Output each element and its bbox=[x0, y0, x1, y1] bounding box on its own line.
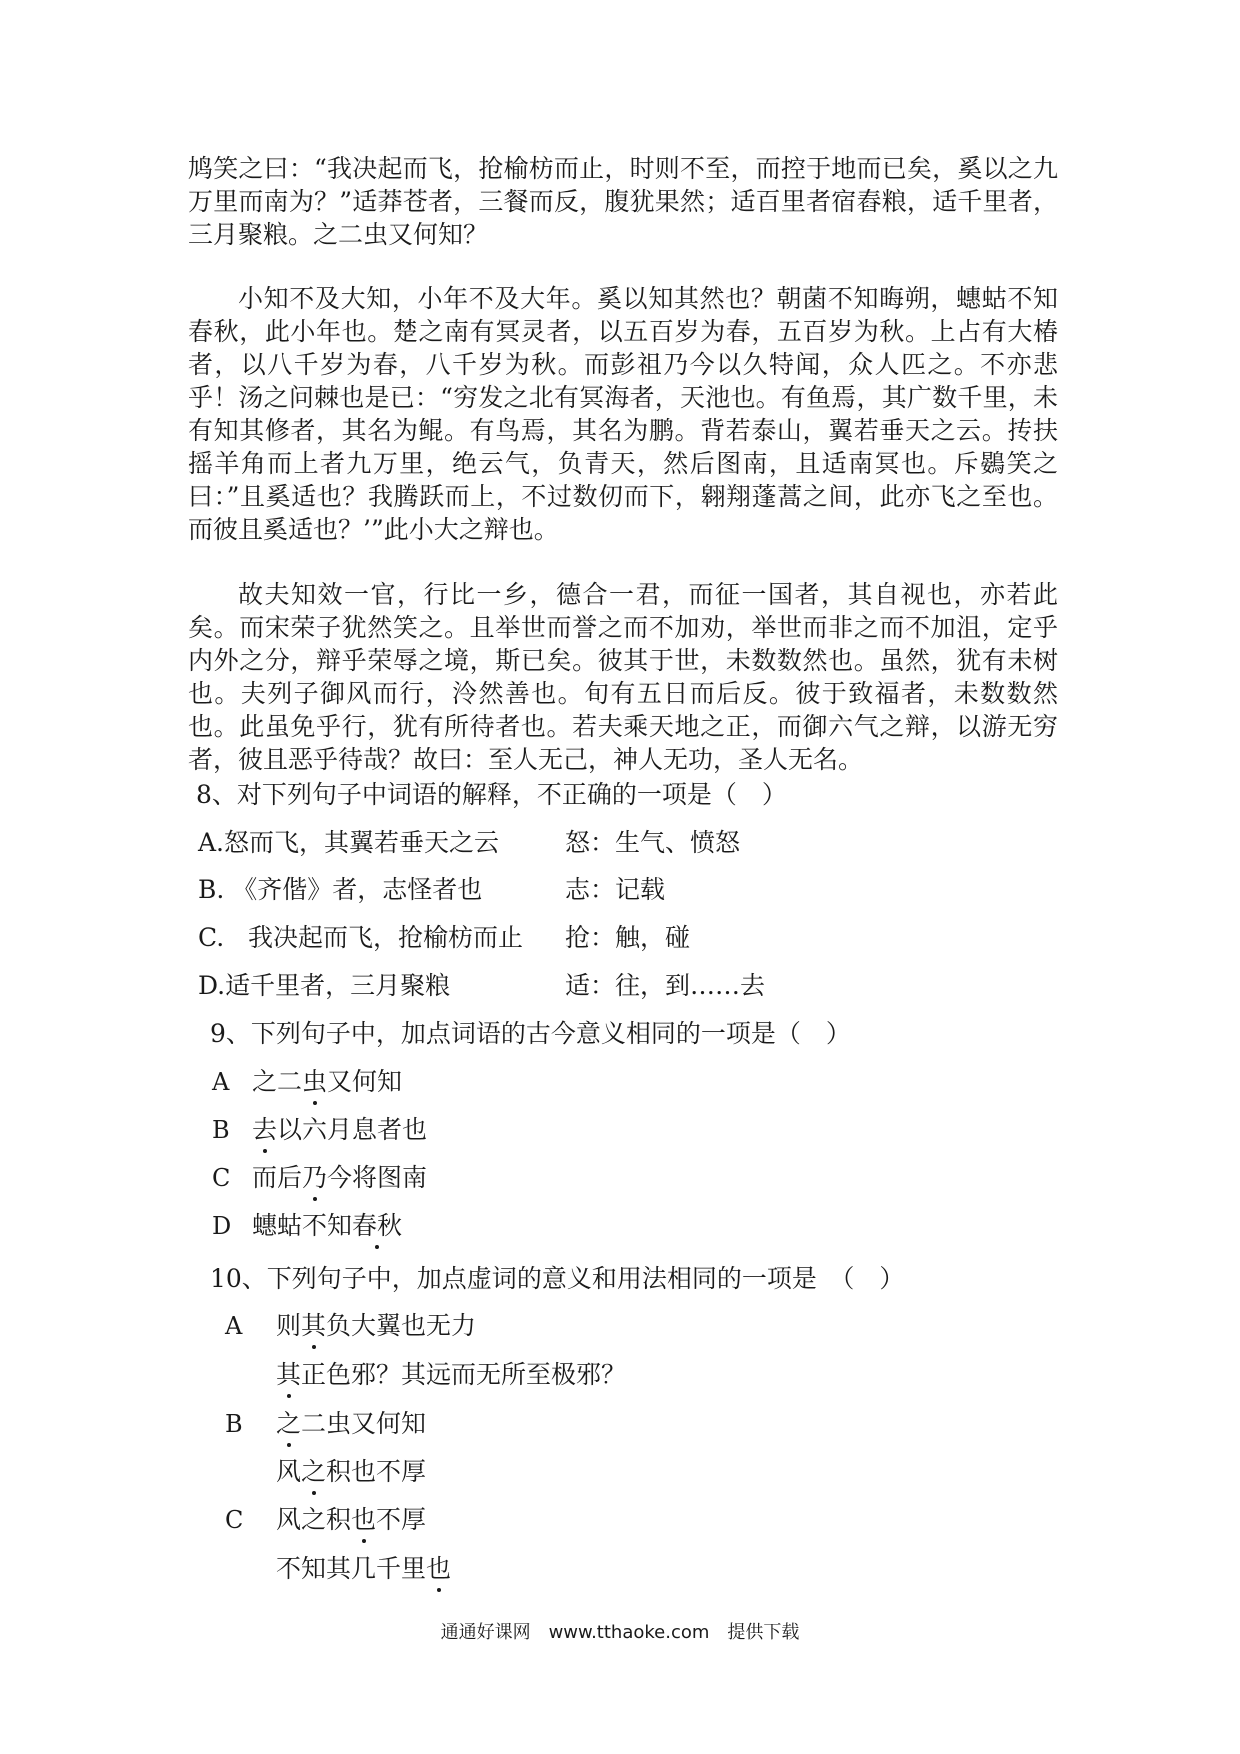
q8-option-c-letter: C. bbox=[198, 923, 225, 952]
q9-c-dotted-word: 乃 bbox=[302, 1161, 327, 1195]
passage-paragraph-1: 鸠笑之曰：“我决起而飞，抢榆枋而止，时则不至，而控于地而已矣，奚以之九万里而南为？”适莽苍者，三餐而反，腹犹果然；适百里者宿舂粮，适千里者，三月聚粮。之二虫又何知？ bbox=[188, 154, 1058, 249]
q8-option-b-explain: 志：记载 bbox=[565, 875, 666, 904]
q10-c-line1 bbox=[276, 1503, 426, 1537]
q9-a-post: 又何知 bbox=[327, 1067, 403, 1096]
q9-d-pre: 蟪蛄不知 bbox=[252, 1211, 353, 1240]
q10-b1-post: 二虫又何知 bbox=[301, 1409, 427, 1438]
q10-a1-dotted-word: 其 bbox=[301, 1309, 326, 1343]
q9-option-b-letter: B bbox=[212, 1116, 230, 1144]
q10-c2-pre: 不知其几千里 bbox=[276, 1554, 427, 1583]
q8-option-c-text bbox=[198, 921, 523, 955]
q10-option-c-letter: C bbox=[225, 1506, 244, 1534]
q10-c2-dotted-word: 也 bbox=[426, 1552, 451, 1586]
q10-a-line2 bbox=[276, 1358, 626, 1392]
q8-option-d-letter: D. bbox=[198, 971, 226, 1000]
q10-b2-dotted-word: 之 bbox=[301, 1455, 326, 1489]
q9-option-d-text bbox=[252, 1209, 402, 1243]
q8-option-a-text bbox=[198, 826, 499, 860]
q9-option-b-text bbox=[252, 1113, 427, 1147]
q10-option-a-letter: A bbox=[225, 1312, 243, 1340]
q9-option-c-letter: C bbox=[212, 1164, 231, 1192]
q10-a2-dotted-word: 其 bbox=[276, 1358, 301, 1392]
q10-b1-dotted-word: 之 bbox=[276, 1407, 301, 1441]
q8-option-b-letter: B. bbox=[198, 875, 225, 904]
q9-option-c-text bbox=[252, 1161, 427, 1195]
q9-option-a-text bbox=[252, 1065, 402, 1099]
q10-c1-pre: 风之积 bbox=[276, 1505, 352, 1534]
passage-paragraph-2: 小知不及大知，小年不及大年。奚以知其然也？朝菌不知晦朔，蟪蛄不知春秋，此小年也。楚之南有冥灵者，以五百岁为春，五百岁为秋。上占有大椿者，以八千岁为春，八千岁为秋。而彭祖乃今以久特闻，众人匹之。不亦悲乎！汤之问棘也是已：“穷发之北有冥海者，天池也。有鱼焉，其广数千里，未有知其修者，其名为鲲。有鸟焉，其名为鹏。背若泰山，翼若垂天之云。抟扶摇羊角而上者九万里，绝云气，负青天，然后图南，且适南冥也。斥鷃笑之曰：”且奚适也？我腾跃而上，不过数仞而下，翱翔蓬蒿之间，此亦飞之至也。而彼且奚适也？’”此小大之辩也。 bbox=[188, 284, 1058, 544]
q8-option-d-text bbox=[198, 969, 450, 1003]
q8-option-b-sentence: 《齐偕》者，志怪者也 bbox=[232, 875, 483, 904]
q10-option-b-letter: B bbox=[225, 1410, 243, 1438]
q8-option-c-sentence: 我决起而飞，抢榆枋而止 bbox=[248, 923, 524, 952]
q8-option-d-sentence: 适千里者，三月聚粮 bbox=[225, 971, 451, 1000]
q10-a-line1 bbox=[276, 1309, 476, 1343]
q8-option-a-letter: A. bbox=[198, 828, 225, 857]
passage-paragraph-3: 故夫知效一官，行比一乡，德合一君，而征一国者，其自视也，亦若此矣。而宋荣子犹然笑之。且举世而誉之而不加劝，举世而非之而不加沮，定乎内外之分，辩乎荣辱之境，斯已矣。彼其于世，未数数然也。虽然，犹有未树也。夫列子御风而行，泠然善也。旬有五日而后反。彼于致福者，未数数然也。此虽免乎行，犹有所待者也。若夫乘天地之正，而御六气之辩，以游无穷者，彼且恶乎待哉？故曰：至人无己，神人无功，圣人无名。 bbox=[188, 580, 1058, 774]
q10-b2-pre: 风 bbox=[276, 1457, 302, 1486]
q10-c1-post: 不厚 bbox=[376, 1505, 427, 1534]
q9-c-pre: 而后 bbox=[252, 1163, 303, 1192]
q10-a1-post: 负大翼也无力 bbox=[326, 1311, 477, 1340]
q10-a1-pre: 则 bbox=[276, 1311, 302, 1340]
q10-b-line1 bbox=[276, 1407, 426, 1441]
q8-option-a-explain: 怒：生气、愤怒 bbox=[565, 828, 741, 857]
q8-option-a-sentence: 怒而飞，其翼若垂天之云 bbox=[224, 828, 500, 857]
q9-option-d-letter: D bbox=[212, 1212, 232, 1240]
q10-c-line2 bbox=[276, 1552, 451, 1586]
q9-stem: 9、下列句子中，加点词语的古今意义相同的一项是（ ） bbox=[210, 1019, 851, 1048]
q8-option-b-text bbox=[198, 873, 482, 907]
q10-c1-dotted-word: 也 bbox=[351, 1503, 376, 1537]
q10-b-line2 bbox=[276, 1455, 426, 1489]
q10-stem: 10、下列句子中，加点虚词的意义和用法相同的一项是 （ ） bbox=[210, 1264, 905, 1293]
q9-a-dotted-word: 虫 bbox=[302, 1065, 327, 1099]
q9-d-dotted-word: 春秋 bbox=[352, 1209, 402, 1243]
q10-b2-post: 积也不厚 bbox=[326, 1457, 427, 1486]
q9-a-pre: 之二 bbox=[252, 1067, 303, 1096]
q8-stem: 8、对下列句子中词语的解释，不正确的一项是（ ） bbox=[196, 780, 787, 809]
q9-b-post: 以六月息者也 bbox=[277, 1115, 428, 1144]
q8-option-d-explain: 适：往，到……去 bbox=[565, 971, 766, 1000]
page-footer: 通通好课网 www.tthaoke.com 提供下载 bbox=[440, 1622, 800, 1643]
q10-a2-post: 正色邪？其远而无所至极邪？ bbox=[301, 1360, 627, 1389]
q9-c-post: 今将图南 bbox=[327, 1163, 428, 1192]
q9-b-dotted-word: 去 bbox=[252, 1113, 277, 1147]
q9-option-a-letter: A bbox=[212, 1068, 230, 1096]
q8-option-c-explain: 抢：触，碰 bbox=[565, 923, 691, 952]
